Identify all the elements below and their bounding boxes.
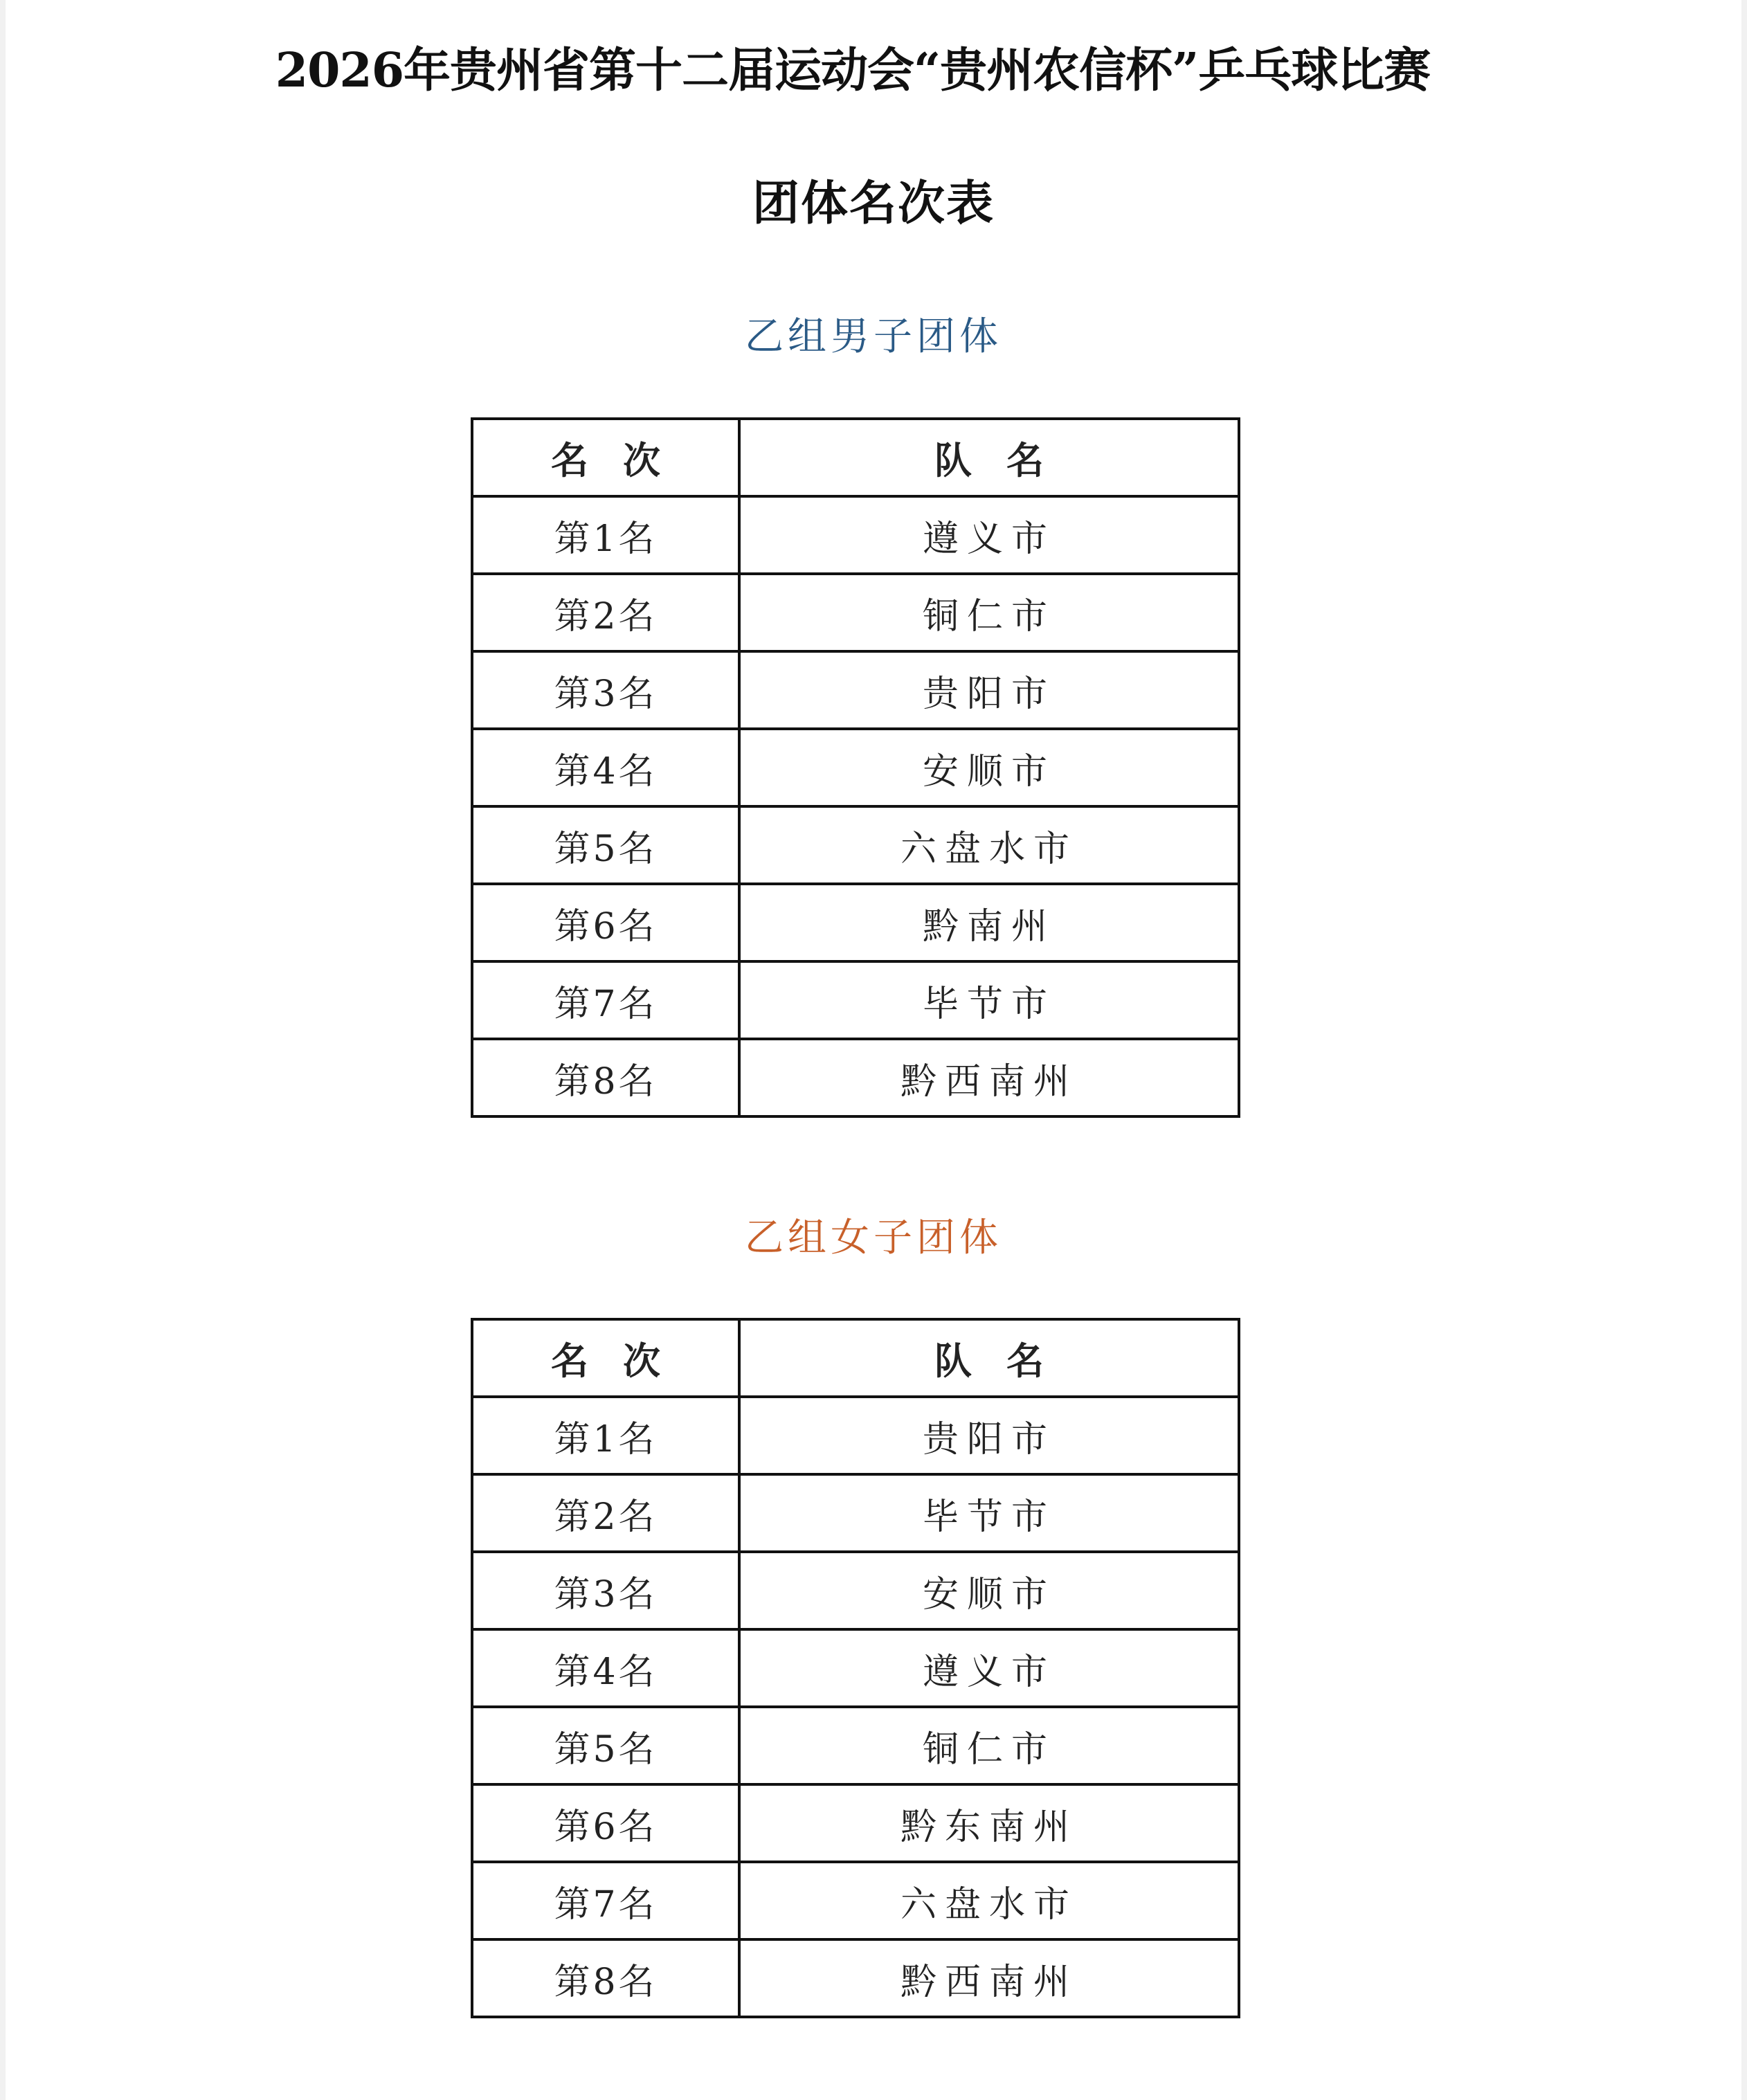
rank-cell: 第1名 xyxy=(472,1397,739,1474)
rank-cell: 第7名 xyxy=(472,961,739,1039)
team-name-cell: 黔东南州 xyxy=(739,1784,1239,1862)
table-row xyxy=(472,961,1239,1039)
table-row xyxy=(472,1039,1239,1116)
rank-cell: 第8名 xyxy=(472,1939,739,2017)
rank-column-header: 名次 xyxy=(472,419,739,496)
team-name-cell: 遵义市 xyxy=(739,1629,1239,1707)
table-row xyxy=(472,496,1239,574)
rank-cell: 第6名 xyxy=(472,884,739,961)
rank-cell: 第4名 xyxy=(472,1629,739,1707)
rank-cell: 第2名 xyxy=(472,574,739,651)
table-row xyxy=(472,884,1239,961)
team-name-cell: 毕节市 xyxy=(739,1474,1239,1552)
team-name-cell: 黔西南州 xyxy=(739,1939,1239,2017)
table-row xyxy=(472,1939,1239,2017)
team-name-cell: 毕节市 xyxy=(739,961,1239,1039)
team-name-cell: 遵义市 xyxy=(739,496,1239,574)
women-team-heading: 乙组女子团体 xyxy=(745,1215,1002,1260)
men-team-table xyxy=(471,417,1240,1118)
table-row xyxy=(472,1552,1239,1629)
table-row xyxy=(472,1707,1239,1784)
rank-cell: 第2名 xyxy=(472,1474,739,1552)
team-name-cell: 铜仁市 xyxy=(739,574,1239,651)
rank-column-header: 名次 xyxy=(472,1319,739,1397)
table-row xyxy=(472,1397,1239,1474)
team-name-cell: 铜仁市 xyxy=(739,1707,1239,1784)
table-header-row xyxy=(472,419,1239,496)
rank-cell: 第6名 xyxy=(472,1784,739,1862)
table-row xyxy=(472,1629,1239,1707)
rank-cell: 第5名 xyxy=(472,1707,739,1784)
rank-cell: 第3名 xyxy=(472,1552,739,1629)
team-name-cell: 贵阳市 xyxy=(739,651,1239,729)
table-header-row xyxy=(472,1319,1239,1397)
document-title: 2026年贵州省第十二届运动会“贵州农信杯”乒乓球比赛 xyxy=(275,43,1431,98)
team-name-cell: 六盘水市 xyxy=(739,1862,1239,1939)
table-row xyxy=(472,1862,1239,1939)
team-name-cell: 安顺市 xyxy=(739,1552,1239,1629)
table-row xyxy=(472,651,1239,729)
table-row xyxy=(472,1474,1239,1552)
women-team-table xyxy=(471,1318,1240,2018)
document-subtitle: 团体名次表 xyxy=(752,176,995,231)
team-name-cell: 贵阳市 xyxy=(739,1397,1239,1474)
team-column-header: 队名 xyxy=(739,1319,1239,1397)
team-name-cell: 安顺市 xyxy=(739,729,1239,806)
table-row xyxy=(472,729,1239,806)
table-row xyxy=(472,1784,1239,1862)
rank-cell: 第4名 xyxy=(472,729,739,806)
team-name-cell: 黔南州 xyxy=(739,884,1239,961)
team-name-cell: 黔西南州 xyxy=(739,1039,1239,1116)
table-row xyxy=(472,574,1239,651)
rank-cell: 第1名 xyxy=(472,496,739,574)
team-name-cell: 六盘水市 xyxy=(739,806,1239,884)
rank-cell: 第3名 xyxy=(472,651,739,729)
men-team-heading: 乙组男子团体 xyxy=(745,314,1002,359)
rank-cell: 第7名 xyxy=(472,1862,739,1939)
rank-cell: 第5名 xyxy=(472,806,739,884)
table-row xyxy=(472,806,1239,884)
team-column-header: 队名 xyxy=(739,419,1239,496)
rank-cell: 第8名 xyxy=(472,1039,739,1116)
